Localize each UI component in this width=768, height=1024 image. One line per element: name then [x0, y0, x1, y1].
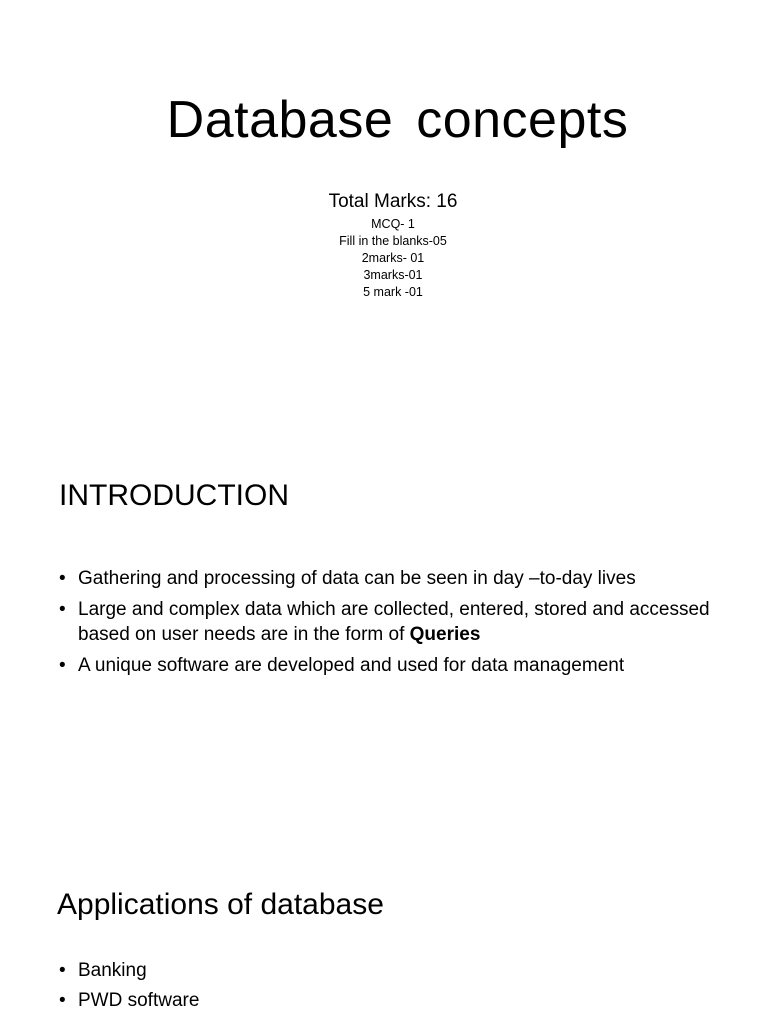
bullet-dot-icon: •	[59, 960, 66, 981]
slide-introduction	[0, 430, 768, 830]
bullet-text: Large and complex data which are collected, entered, stored and accessed based on user needs are in the form of	[78, 599, 710, 645]
introduction-bullet-list	[59, 566, 739, 684]
bullet-item	[59, 566, 739, 591]
marks-item-mcq: MCQ- 1	[371, 217, 415, 231]
marks-item-3marks: 3marks-01	[363, 268, 423, 282]
slide-applications	[0, 830, 768, 1024]
bullet-item	[59, 988, 739, 1013]
main-title: Database concepts	[166, 91, 629, 149]
bullet-bold-text: Queries	[409, 624, 481, 645]
bullet-dot-icon: •	[59, 990, 66, 1011]
marks-breakdown-list	[0, 216, 768, 301]
bullet-dot-icon: •	[59, 599, 66, 620]
total-marks: Total Marks: 16	[328, 191, 458, 212]
bullet-dot-icon: •	[59, 568, 66, 589]
bullet-item	[59, 597, 739, 647]
applications-heading: Applications of database	[57, 888, 384, 921]
bullet-item	[59, 958, 739, 983]
bullet-text: Gathering and processing of data can be seen in day –to-day lives	[78, 568, 636, 589]
marks-item-5marks: 5 mark -01	[363, 285, 423, 299]
introduction-heading: INTRODUCTION	[59, 479, 289, 512]
marks-item-fill-blanks: Fill in the blanks-05	[339, 234, 447, 248]
bullet-text: PWD software	[78, 990, 200, 1011]
slide-title	[0, 0, 768, 430]
bullet-dot-icon: •	[59, 655, 66, 676]
bullet-item	[59, 653, 739, 678]
bullet-text: A unique software are developed and used for data management	[78, 655, 625, 676]
bullet-text: Banking	[78, 960, 147, 981]
marks-item-2marks: 2marks- 01	[361, 251, 425, 265]
applications-bullet-list	[59, 958, 739, 1018]
